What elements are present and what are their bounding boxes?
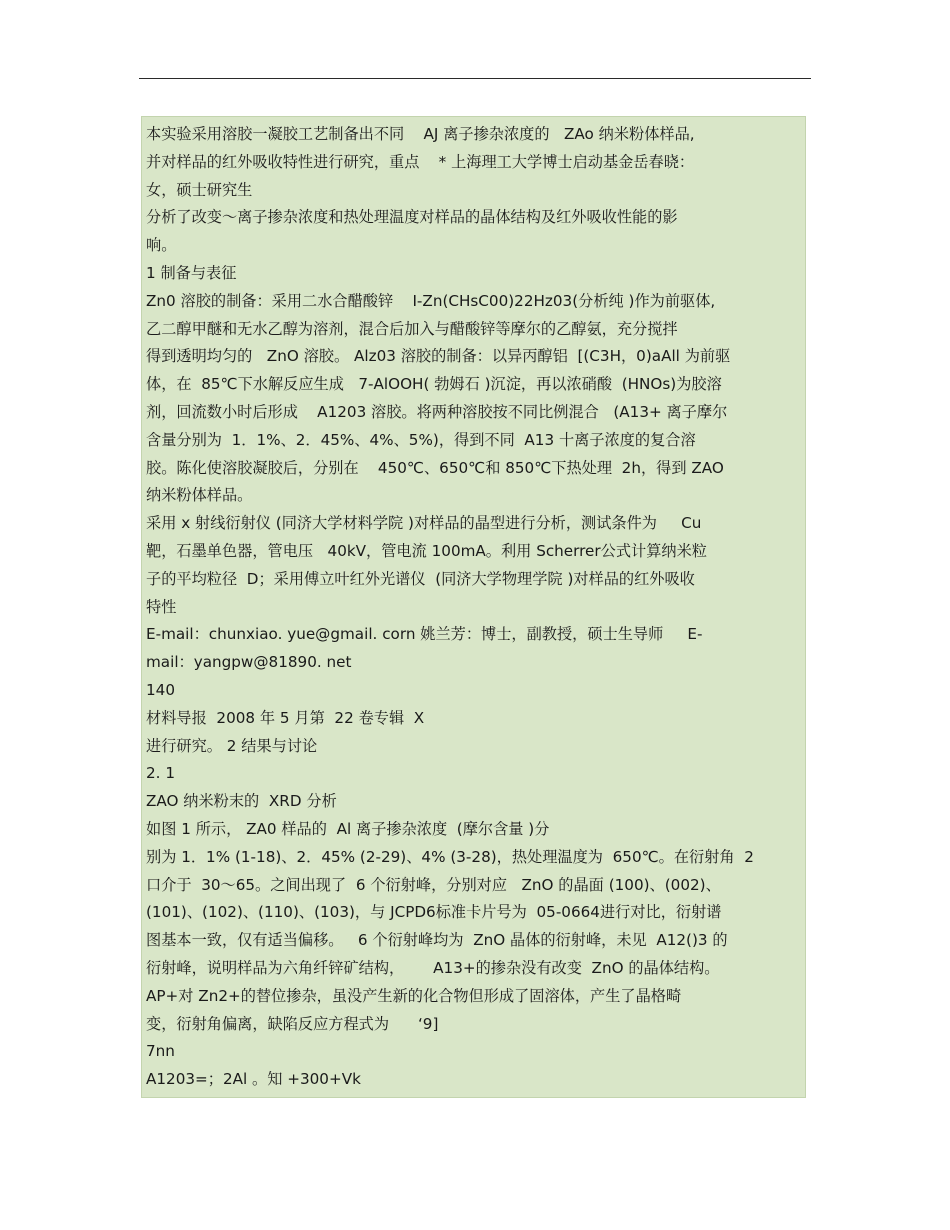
section-heading: 1 制备与表征 xyxy=(146,263,237,282)
email-line: mail：yangpw@81890. net xyxy=(146,653,352,672)
equation-line: 7nn xyxy=(146,1042,175,1061)
text-line: 靶，石墨单色器，管电压 40kV，管电流 100mA。利用 Scherrer公式计算纳米粒 xyxy=(146,541,707,560)
text-line: 得到透明均匀的 ZnO 溶胶。 Alz03 溶胶的制备：以异丙醇铝 [(C3H，0)aAll 为前驱 xyxy=(146,347,731,366)
text-line: 衍射峰，说明样品为六角纤锌矿结构， A13+的掺杂没有改变 ZnO 的晶体结构。 xyxy=(146,958,720,977)
subsection-heading: ZAO 纳米粉末的 XRD 分析 xyxy=(146,792,337,811)
text-line: 含量分别为 1．1%、2．45%、4%、5%)，得到不同 A13 十离子浓度的复合溶 xyxy=(146,430,696,449)
text-line: 体，在 85℃下水解反应生成 7-AlOOH( 勃姆石 )沉淀，再以浓硝酸 (HNOs)为胶溶 xyxy=(146,375,722,394)
text-line: 变，衍射角偏离，缺陷反应方程式为 ‘9] xyxy=(146,1014,439,1033)
text-line: AP+对 Zn2+的替位掺杂，虽没产生新的化合物但形成了固溶体，产生了晶格畸 xyxy=(146,986,682,1005)
subsection-number: 2. 1 xyxy=(146,764,175,783)
text-line: 并对样品的红外吸收特性进行研究，重点 * 上海理工大学博士启动基金岳春晓： xyxy=(146,152,695,171)
page-number: 140 xyxy=(146,680,175,699)
text-line: 特性 xyxy=(146,597,177,616)
journal-info: 材料导报 2008 年 5 月第 22 卷专辑 X xyxy=(146,708,425,727)
text-line: Zn0 溶胶的制备：采用二水合醋酸锌 I-Zn(CHsC00)22Hz03(分析纯 )作为前驱体, xyxy=(146,291,716,310)
document-text-block xyxy=(141,116,806,1098)
text-line: 女，硕士研究生 xyxy=(146,180,253,199)
text-line: 纳米粉体样品。 xyxy=(146,486,253,505)
email-line: E-mail：chunxiao. yue@gmail. corn 姚兰芳：博士，副教授，硕士生导师 E- xyxy=(146,625,703,644)
text-line: 采用 x 射线衍射仪 (同济大学材料学院 )对样品的晶型进行分析，测试条件为 Cu xyxy=(146,514,702,533)
text-line: 别为 1．1% (1-18)、2．45% (2-29)、4% (3-28)，热处理温度为 650℃。在衍射角 2 xyxy=(146,847,754,866)
section-heading: 进行研究。 2 结果与讨论 xyxy=(146,736,318,755)
header-rule xyxy=(139,78,811,79)
text-line: (101)、(102)、(110)、(103)，与 JCPD6标准卡片号为 05-0664进行对比，衍射谱 xyxy=(146,903,722,922)
text-line: 响。 xyxy=(146,236,177,255)
text-line: 本实验采用溶胶一凝胶工艺制备出不同 AJ 离子掺杂浓度的 ZAo 纳米粉体样品, xyxy=(146,125,695,143)
text-line: 剂，回流数小时后形成 A1203 溶胶。将两种溶胶按不同比例混合 (A13+ 离子摩尔 xyxy=(146,402,728,421)
text-line: 胶。陈化使溶胶凝胶后，分别在 450℃、650℃和 850℃下热处理 2h，得到 ZAO xyxy=(146,458,724,477)
text-line: 子的平均粒径 D；采用傅立叶红外光谱仪 (同济大学物理学院 )对样品的红外吸收 xyxy=(146,569,695,588)
text-line: 乙二醇甲醚和无水乙醇为溶剂，混合后加入与醋酸锌等摩尔的乙醇氨，充分搅拌 xyxy=(146,319,678,338)
text-line: 分析了改变～离子掺杂浓度和热处理温度对样品的晶体结构及红外吸收性能的影 xyxy=(146,208,678,227)
text-line: 如图 1 所示， ZA0 样品的 Al 离子掺杂浓度 (摩尔含量 )分 xyxy=(146,819,550,838)
text-line: 图基本一致，仅有适当偏移。 6 个衍射峰均为 ZnO 晶体的衍射峰，未见 A12()3 的 xyxy=(146,931,728,950)
text-line: 口介于 30～65。之间出现了 6 个衍射峰，分别对应 ZnO 的晶面 (100)、(002)、 xyxy=(146,875,721,894)
equation-line: A1203=；2Al 。知 +300+Vk xyxy=(146,1070,361,1089)
